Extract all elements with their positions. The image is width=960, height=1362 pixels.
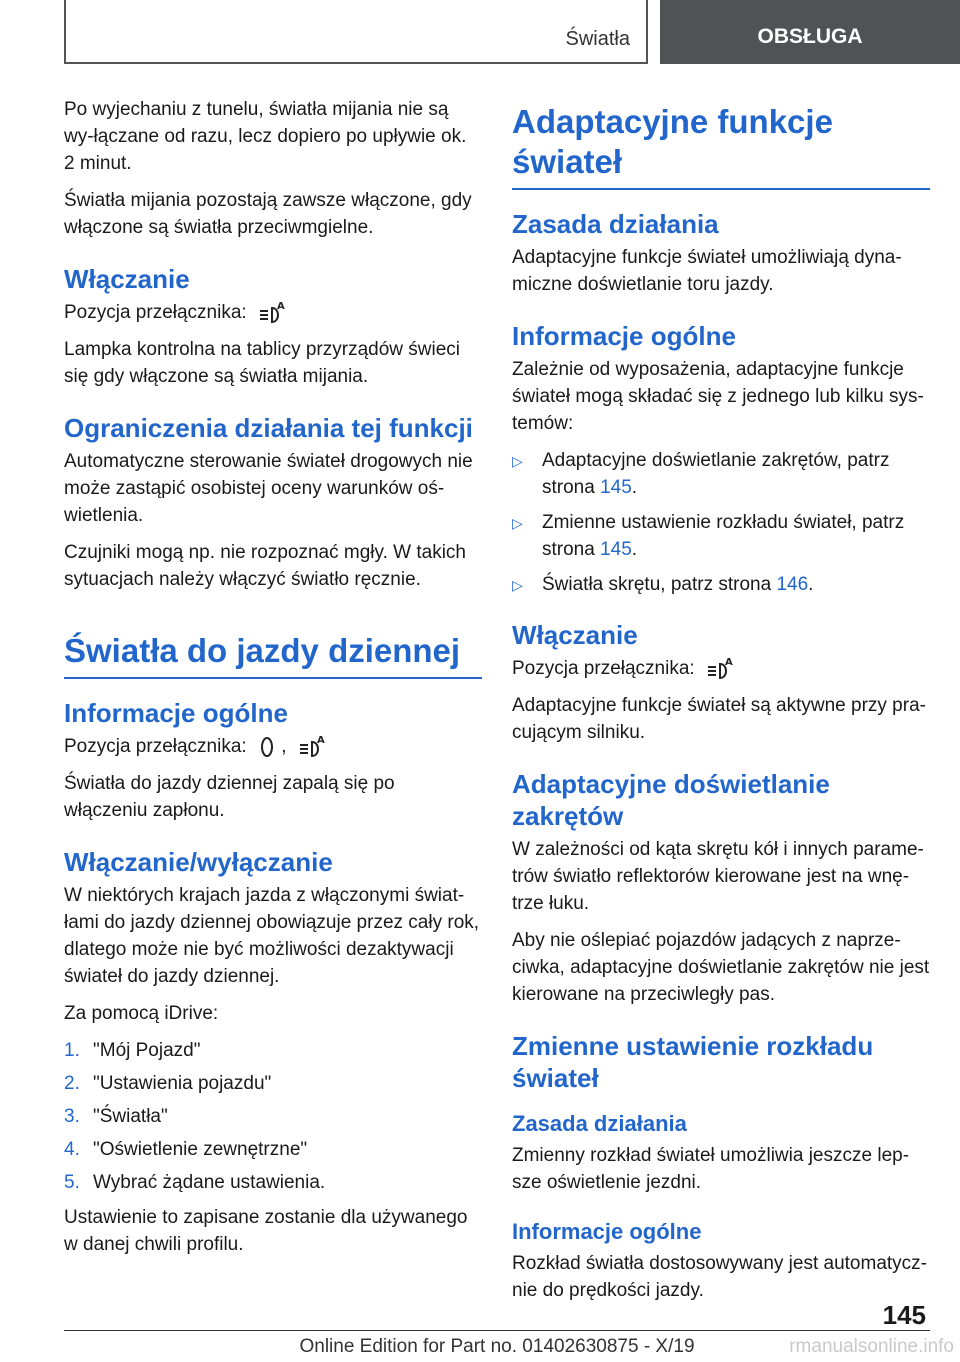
systems-list bbox=[512, 447, 930, 599]
heading-wlaczanie: Włączanie bbox=[64, 264, 190, 294]
switch-position-label: Pozycja przełącznika: bbox=[512, 658, 695, 679]
paragraph: Po wyjechaniu z tunelu, światła mijania nie są wy‐łączane od razu, lecz dopiero po upływie ok. 2 minut. bbox=[64, 99, 467, 174]
paragraph: Lampka kontrolna na tablicy przyrządów świeci się gdy włączone są światła mijania. bbox=[64, 339, 461, 387]
paragraph: Aby nie oślepiać pojazdów jadących z naprze‐ciwka, adaptacyjne doświetlanie zakrętów nie jest kierowane na przeciwległy pas. bbox=[512, 930, 930, 1005]
auto-headlight-icon bbox=[258, 300, 288, 326]
paragraph: Światła do jazdy dziennej zapalą się po włączeniu zapłonu. bbox=[64, 773, 395, 821]
paragraph: W niektórych krajach jazda z włączonymi świat‐łami do jazdy dziennej obowiązuje przez cały rok, dlatego może nie być możliwości dezaktywacji świateł do jazdy dziennej. bbox=[64, 885, 480, 987]
list-item: 5. Wybrać żądane ustawienia. bbox=[64, 1172, 326, 1193]
list-item: ▷ Adaptacyjne doświetlanie zakrętów, patrz strona 145. bbox=[512, 447, 930, 501]
list-item: ▷ Zmienne ustawienie rozkładu świateł, patrz strona 145. bbox=[512, 509, 930, 563]
chapter-tab: OBSŁUGA bbox=[660, 0, 960, 64]
paragraph: Zależnie od wyposażenia, adaptacyjne funkcje świateł mogą składać się z jednego lub kilku sys‐temów: bbox=[512, 359, 924, 434]
zero-position-icon bbox=[258, 734, 276, 760]
bullet-triangle-icon: ▷ bbox=[512, 453, 523, 469]
left-column bbox=[64, 96, 482, 1268]
list-item: 3. "Światła" bbox=[64, 1106, 168, 1127]
footer-edition: Online Edition for Part no. 01402630875 - X/19 bbox=[299, 1336, 695, 1357]
heading-daytime-lights: Światła do jazdy dziennej bbox=[64, 631, 482, 679]
paragraph: Adaptacyjne funkcje świateł są aktywne przy pra‐cującym silniku. bbox=[512, 695, 926, 743]
list-item: 1. "Mój Pojazd" bbox=[64, 1040, 201, 1061]
list-item: ▷ Światła skrętu, patrz strona 146. bbox=[512, 571, 930, 599]
paragraph: Adaptacyjne funkcje świateł umożliwiają dyna‐miczne doświetlanie toru jazdy. bbox=[512, 247, 902, 295]
bullet-triangle-icon: ▷ bbox=[512, 577, 523, 593]
footer-divider bbox=[64, 1330, 930, 1331]
page-link[interactable]: 145 bbox=[600, 539, 632, 560]
paragraph: Światła mijania pozostają zawsze włączone, gdy włączone są światła przeciwmgielne. bbox=[64, 190, 472, 238]
switch-position-row bbox=[64, 733, 482, 760]
heading-adaptive-curve-lighting: Adaptacyjne doświetlanie zakrętów bbox=[512, 769, 830, 831]
auto-headlight-icon bbox=[706, 656, 736, 682]
heading-zasada-dzialania: Zasada działania bbox=[512, 209, 719, 239]
heading-variable-light-distribution: Zmienne ustawienie rozkładu świateł bbox=[512, 1031, 874, 1093]
paragraph: Za pomocą iDrive: bbox=[64, 1003, 219, 1024]
page-number: 145 bbox=[882, 1300, 926, 1330]
svg-text:A: A bbox=[276, 300, 285, 312]
list-item: 2. "Ustawienia pojazdu" bbox=[64, 1073, 272, 1094]
section-title: Światła bbox=[565, 28, 630, 50]
page-link[interactable]: 145 bbox=[600, 477, 632, 498]
subheading-zasada-dzialania: Zasada działania bbox=[512, 1111, 687, 1136]
paragraph: Ustawienie to zapisane zostanie dla używanego w danej chwili profilu. bbox=[64, 1207, 468, 1255]
heading-wlaczanie: Włączanie bbox=[512, 620, 638, 650]
paragraph: Czujniki mogą np. nie rozpoznać mgły. W takich sytuacjach należy włączyć światło ręcznie. bbox=[64, 542, 466, 590]
heading-informacje-ogolne: Informacje ogólne bbox=[64, 698, 288, 728]
right-column bbox=[512, 96, 930, 1314]
switch-position-label: Pozycja przełącznika: bbox=[64, 736, 247, 757]
watermark: rmanualsonline.info bbox=[789, 1336, 954, 1357]
paragraph: Automatyczne sterowanie świateł drogowych nie może zastąpić osobistej oceny warunków oś‐wietlenia. bbox=[64, 451, 473, 526]
svg-text:A: A bbox=[316, 734, 325, 746]
heading-wlaczanie-wylaczanie: Włączanie/wyłączanie bbox=[64, 847, 333, 877]
paragraph: Zmienny rozkład świateł umożliwia jeszcze lep‐sze oświetlenie jezdni. bbox=[512, 1145, 910, 1193]
auto-headlight-icon bbox=[298, 734, 328, 760]
list-item: 4. "Oświetlenie zewnętrzne" bbox=[64, 1139, 308, 1160]
bullet-triangle-icon: ▷ bbox=[512, 515, 523, 531]
switch-position-label: Pozycja przełącznika: bbox=[64, 302, 247, 323]
separator: , bbox=[281, 736, 287, 757]
switch-position-row bbox=[512, 655, 930, 682]
idrive-steps bbox=[64, 1037, 482, 1196]
svg-text:A: A bbox=[724, 656, 733, 668]
heading-informacje-ogolne: Informacje ogólne bbox=[512, 321, 736, 351]
page-link[interactable]: 146 bbox=[776, 574, 809, 595]
heading-adaptive-lights: Adaptacyjne funkcje świateł bbox=[512, 102, 930, 190]
header-box bbox=[64, 0, 648, 64]
switch-position-row bbox=[64, 299, 482, 326]
paragraph: W zależności od kąta skrętu kół i innych parame‐trów światło reflektorów kierowane jest na wnę‐trze łuku. bbox=[512, 839, 924, 914]
heading-ograniczenia: Ograniczenia działania tej funkcji bbox=[64, 413, 473, 443]
subheading-informacje-ogolne: Informacje ogólne bbox=[512, 1219, 702, 1244]
paragraph: Rozkład światła dostosowywany jest automatycz‐nie do prędkości jazdy. bbox=[512, 1253, 928, 1301]
